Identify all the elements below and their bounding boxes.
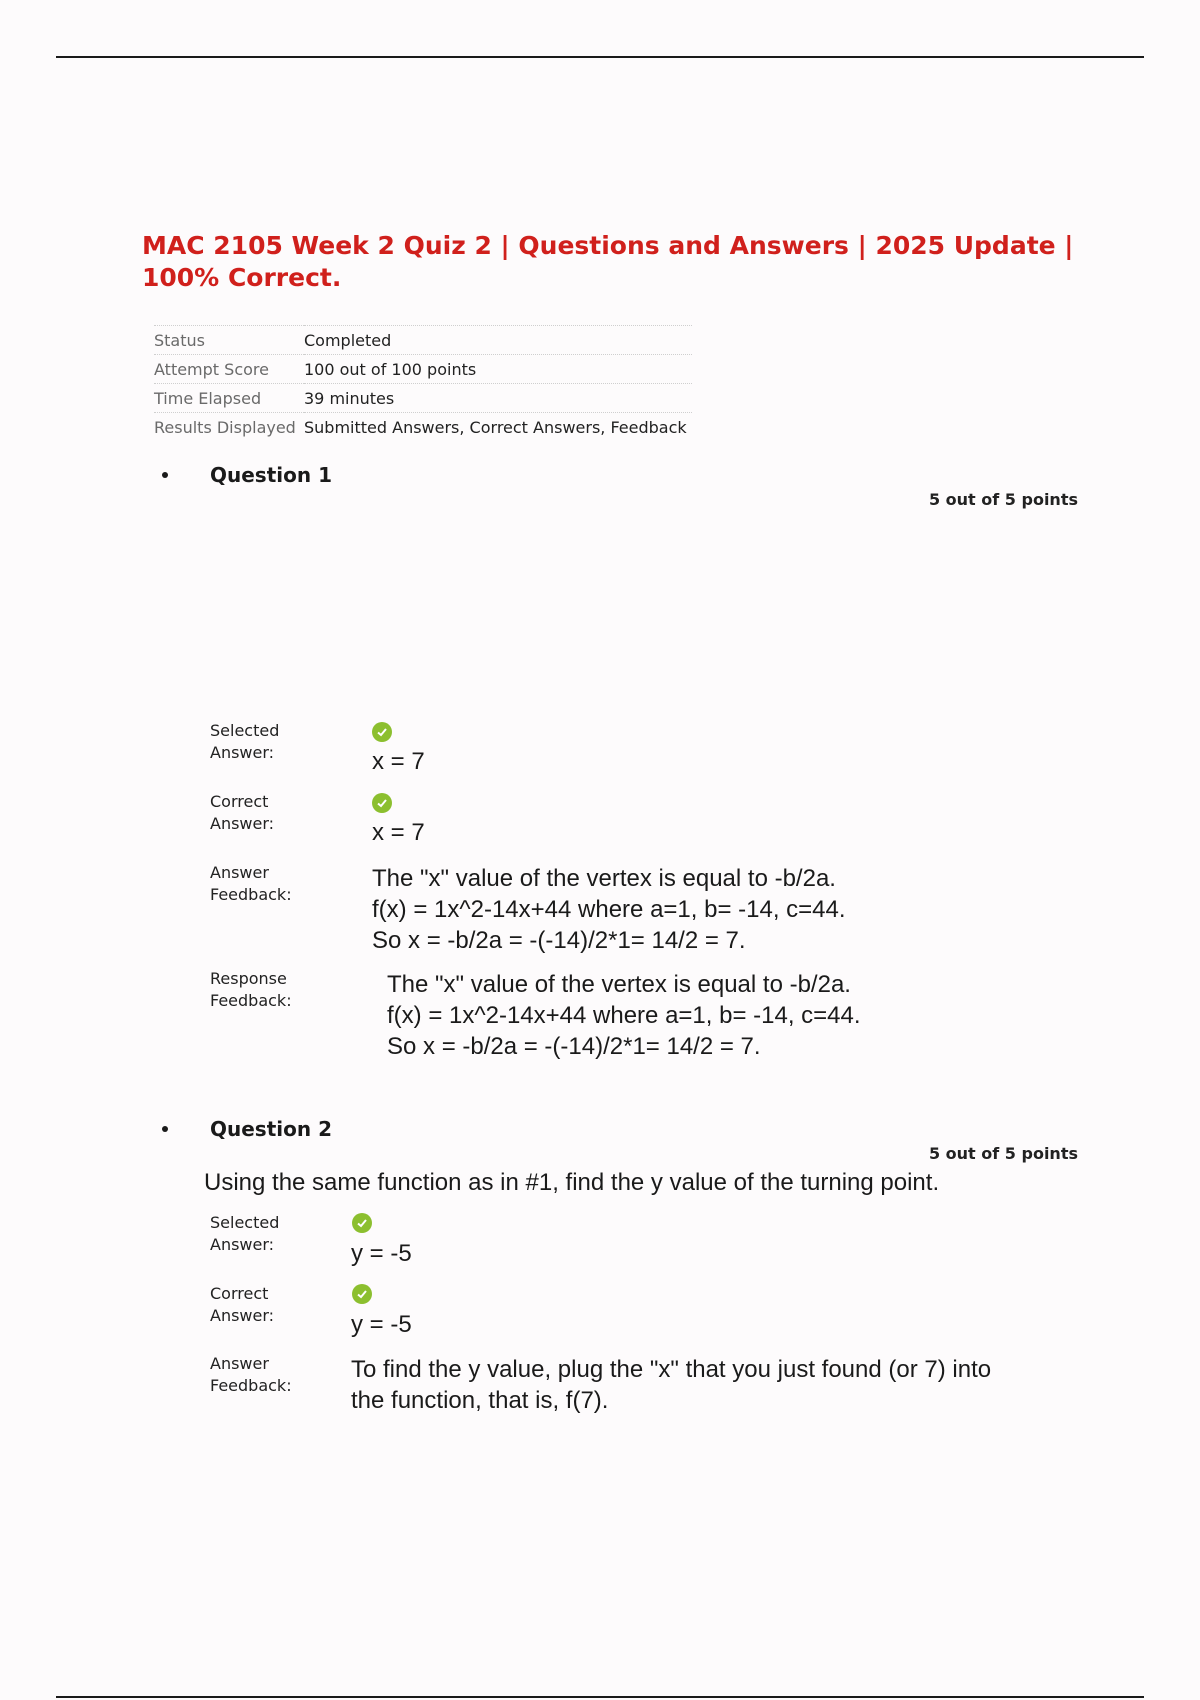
check-icon [352, 1284, 372, 1304]
check-icon [352, 1213, 372, 1233]
summary-label: Time Elapsed [154, 384, 304, 413]
feedback-line: The "x" value of the vertex is equal to -b/2a. [372, 865, 836, 892]
summary-label: Attempt Score [154, 355, 304, 384]
summary-value: 100 out of 100 points [304, 355, 692, 384]
feedback-line: To find the y value, plug the "x" that you just found (or 7) into [351, 1356, 992, 1383]
answer-feedback-text [372, 863, 846, 956]
feedback-line: The "x" value of the vertex is equal to -b/2a. [387, 971, 851, 998]
feedback-line: the function, that is, f(7). [351, 1387, 609, 1414]
correct-answer-label: Correct Answer: [210, 792, 275, 833]
summary-row [154, 326, 692, 355]
question-1-heading [162, 463, 332, 487]
correct-answer-value: y = -5 [351, 1311, 412, 1338]
feedback-line: f(x) = 1x^2-14x+44 where a=1, b= -14, c=44. [372, 896, 846, 923]
feedback-line: So x = -b/2a = -(-14)/2*1= 14/2 = 7. [372, 927, 746, 954]
answer-feedback-label: Answer Feedback: [210, 863, 292, 904]
selected-answer-value: y = -5 [351, 1240, 412, 1267]
feedback-line: So x = -b/2a = -(-14)/2*1= 14/2 = 7. [387, 1033, 761, 1060]
top-rule [56, 56, 1144, 58]
question-2-points: 5 out of 5 points [928, 1144, 1078, 1163]
summary-row [154, 355, 692, 384]
question-heading-text: Question 2 [210, 1117, 332, 1141]
document-title: MAC 2105 Week 2 Quiz 2 | Questions and Answers | 2025 Update | 100% Correct. [142, 231, 1074, 292]
feedback-line: f(x) = 1x^2-14x+44 where a=1, b= -14, c=44. [387, 1002, 861, 1029]
summary-value: Submitted Answers, Correct Answers, Feedback [304, 413, 692, 442]
selected-answer-value: x = 7 [372, 748, 425, 775]
summary-row [154, 384, 692, 413]
question-heading-text: Question 1 [210, 463, 332, 487]
selected-answer-label: Selected Answer: [210, 721, 280, 762]
correct-answer-label: Correct Answer: [210, 1284, 275, 1325]
question-2-text: Using the same function as in #1, find the y value of the turning point. [204, 1169, 940, 1196]
summary-label: Status [154, 326, 304, 355]
summary-value: Completed [304, 326, 692, 355]
bullet-icon [162, 472, 168, 478]
summary-label: Results Displayed [154, 413, 304, 442]
check-icon [372, 722, 392, 742]
selected-answer-label: Selected Answer: [210, 1213, 280, 1254]
attempt-summary-table [154, 325, 692, 441]
correct-answer-value: x = 7 [372, 819, 425, 846]
answer-feedback-text [351, 1354, 991, 1416]
check-icon [372, 793, 392, 813]
summary-row [154, 413, 692, 442]
summary-value: 39 minutes [304, 384, 692, 413]
bullet-icon [162, 1126, 168, 1132]
question-2-heading [162, 1117, 332, 1141]
response-feedback-label: Response Feedback: [210, 969, 292, 1010]
answer-feedback-label: Answer Feedback: [210, 1354, 292, 1395]
response-feedback-text [387, 969, 861, 1062]
question-1-points: 5 out of 5 points [928, 490, 1078, 509]
bottom-rule [56, 1696, 1144, 1698]
